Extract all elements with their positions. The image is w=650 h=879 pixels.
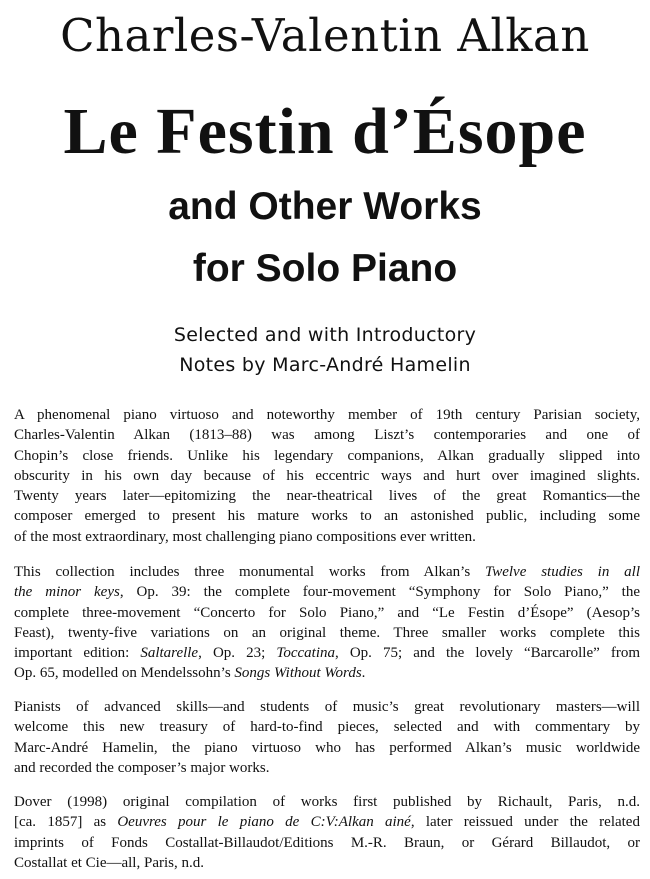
text-line: This collection includes three monumental works from Alkan’s Twelve studies in all <box>14 564 641 580</box>
book-title: Le Festin d’Ésope <box>63 95 587 168</box>
text-line: important edition: Saltarelle, Op. 23; Toccatina, Op. 75; and the lovely “Barcarolle” from <box>14 645 641 662</box>
text-line: obscurity in his own day because of his eccentric ways and hurt over imagined slights. <box>14 467 640 484</box>
text-line: of the most extraordinary, most challenging piano compositions ever written. <box>14 528 476 545</box>
text-line: imprints of Fonds Costallat-Billaudot/Editions M.-R. Braun, or Gérard Billaudot, or <box>14 834 640 851</box>
text-line: complete three-movement “Concerto for Solo Piano,” and “Le Festin d’Ésope” (Aesop’s <box>14 604 640 621</box>
text-line: Marc-André Hamelin, the piano virtuoso who has performed Alkan’s music worldwide <box>14 739 640 756</box>
author-name: Charles-Valentin Alkan <box>60 9 590 62</box>
text-line: composer emerged to present his mature works to an astonished public, including some <box>14 508 640 525</box>
paragraph-biography <box>14 405 640 547</box>
editor-credit-line-1: Selected and with Introductory <box>173 324 477 346</box>
text-line: Op. 65, modelled on Mendelssohn’s Songs Without Words. <box>14 665 366 682</box>
text-line: Pianists of advanced skills—and students of music’s great revolutionary masters—will <box>14 699 640 715</box>
text-line: Charles-Valentin Alkan (1813–88) was among Liszt’s contemporaries and one of <box>14 427 640 444</box>
text-line: and recorded the composer’s major works. <box>14 759 270 776</box>
paragraph-publication-info <box>14 792 640 873</box>
paragraph-audience <box>14 697 640 778</box>
text-line: Feast), twenty-five variations on an original theme. Three smaller works complete this <box>14 624 640 641</box>
text-line: Dover (1998) original compilation of works first published by Richault, Paris, n.d. <box>14 794 640 810</box>
editor-credit-line-2: Notes by Marc-André Hamelin <box>179 354 471 376</box>
text-line: Twenty years later—epitomizing the near-theatrical lives of the great Romantics—the <box>14 488 640 505</box>
text-line: the minor keys, Op. 39: the complete four-movement “Symphony for Solo Piano,” the <box>14 584 640 601</box>
paragraph-collection-contents <box>14 562 640 684</box>
text-line: Chopin’s close friends. Unlike his legendary companions, Alkan gradually slipped into <box>14 447 640 464</box>
text-line: welcome this new treasury of hard-to-find pieces, selected and with commentary by <box>14 719 640 736</box>
text-line: A phenomenal piano virtuoso and noteworthy member of 19th century Parisian society, <box>14 407 640 423</box>
text-line: Costallat et Cie—all, Paris, n.d. <box>14 854 204 871</box>
book-subtitle-line-2: for Solo Piano <box>192 247 458 290</box>
text-line: [ca. 1857] as Oeuvres pour le piano de C:V:Alkan ainé, later reissued under the related <box>14 814 640 831</box>
book-subtitle-line-1: and Other Works <box>168 185 482 228</box>
